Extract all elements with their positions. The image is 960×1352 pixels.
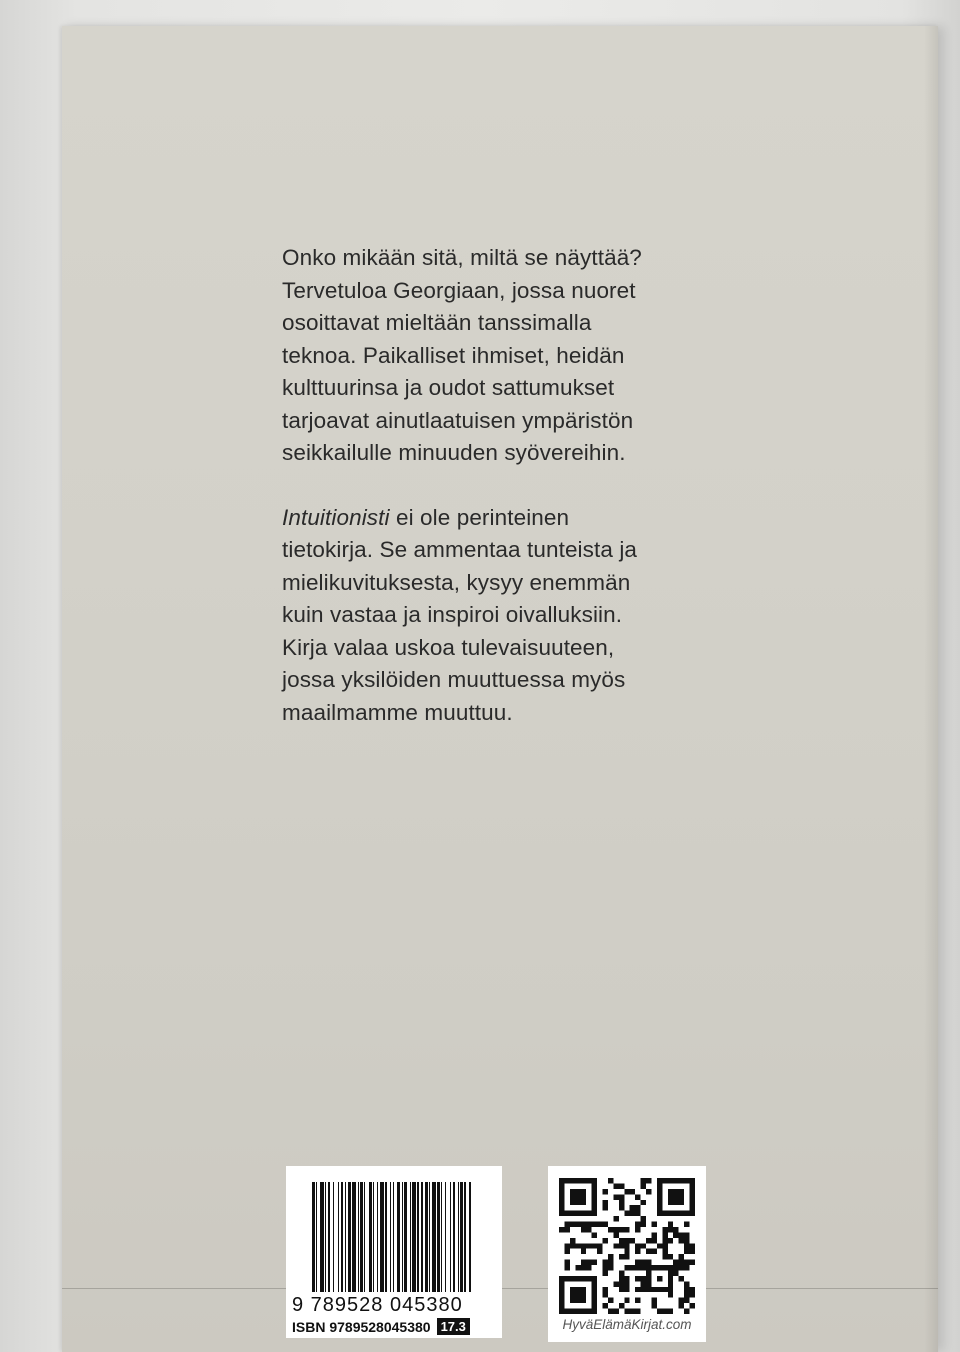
blurb-line: Onko mikään sitä, miltä se näyttää? [282,245,642,270]
blurb-line [282,502,762,535]
blurb-line: teknoa. Paikalliset ihmiset, heidän [282,342,625,368]
blurb-line: kuin vastaa ja inspiroi oivalluksiin. [282,602,623,627]
ean-digits: 9 789528 045380 [292,1294,463,1316]
blurb-line-rest: ei ole perinteinen [389,504,570,530]
blurb-line: tarjoavat ainutlaatuisen ympäristön [282,407,634,433]
isbn-text: ISBN 9789528045380 [292,1318,431,1335]
price-code-badge: 17.3 [437,1318,470,1335]
blurb-line: Kirja valaa uskoa tulevaisuuteen, [282,634,615,660]
blurb-line: Tervetuloa Georgiaan, jossa nuoret [282,277,636,303]
blurb-line: seikkailulle minuuden syövereihin. [282,440,626,465]
blurb-paragraph-2 [282,502,762,730]
qr-code-icon [559,1178,695,1314]
qr-sticker [548,1166,706,1342]
blurb-line: maailmamme muuttuu. [282,699,513,725]
back-cover-blurb [282,242,762,729]
blurb-paragraph-1 [282,242,762,470]
book-title-italic: Intuitionisti [282,504,390,530]
blurb-line: kulttuurinsa ja oudot sattumukset [282,375,615,400]
barcode-sticker [286,1166,502,1338]
isbn-row [292,1318,470,1335]
barcode-icon [312,1182,474,1292]
publisher-website: HyväElämäKirjat.com [562,1317,692,1332]
blurb-line: jossa yksilöiden muuttuessa myös [282,667,626,692]
blurb-line: osoittavat mieltään tanssimalla [282,310,592,335]
barcode-bar [471,1182,474,1292]
book-back-cover [62,26,938,1352]
blurb-line: mielikuvituksesta, kysyy enemmän [282,569,631,595]
blurb-line: tietokirja. Se ammentaa tunteista ja [282,537,638,562]
